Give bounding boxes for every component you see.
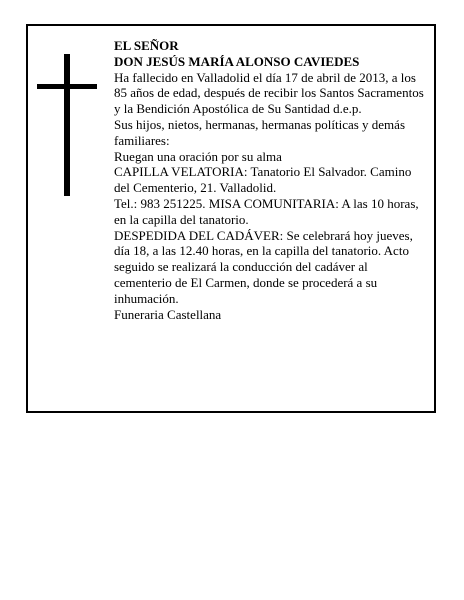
obituary-text — [114, 38, 426, 322]
heading-title: EL SEÑOR — [114, 38, 179, 53]
latin-cross-icon — [37, 54, 97, 196]
funeral-home: Funeraria Castellana — [114, 306, 222, 322]
deceased-name: DON JESÚS MARÍA ALONSO CAVIEDES — [114, 53, 360, 69]
cross-horizontal-bar — [37, 84, 97, 89]
wake-location: CAPILLA VELATORIA: Tanatorio El Salvador. Camino del Cementerio, 21. Valladolid. — [114, 164, 412, 196]
mourners-line: Sus hijos, nietos, hermanas, hermanas políticas y demás familiares: — [114, 116, 406, 148]
cross-vertical-bar — [64, 54, 70, 196]
farewell-info: DESPEDIDA DEL CADÁVER: Se celebrará hoy jueves, día 18, a las 12.40 horas, en la capilla del tanatorio. Acto seguido se realizará la conducción del cadáver al cementerio de El Carmen, donde se procederá a su inhumación. — [114, 227, 413, 306]
death-announcement: Ha fallecido en Valladolid el día 17 de abril de 2013, a los 85 años de edad, después de recibir los Santos Sacramentos y la Bendición Apostólica de Su Santidad d.e.p. — [114, 69, 424, 117]
prayer-request: Ruegan una oración por su alma — [114, 148, 282, 164]
mass-info: Tel.: 983 251225. MISA COMUNITARIA: A las 10 horas, en la capilla del tanatorio. — [114, 195, 419, 227]
